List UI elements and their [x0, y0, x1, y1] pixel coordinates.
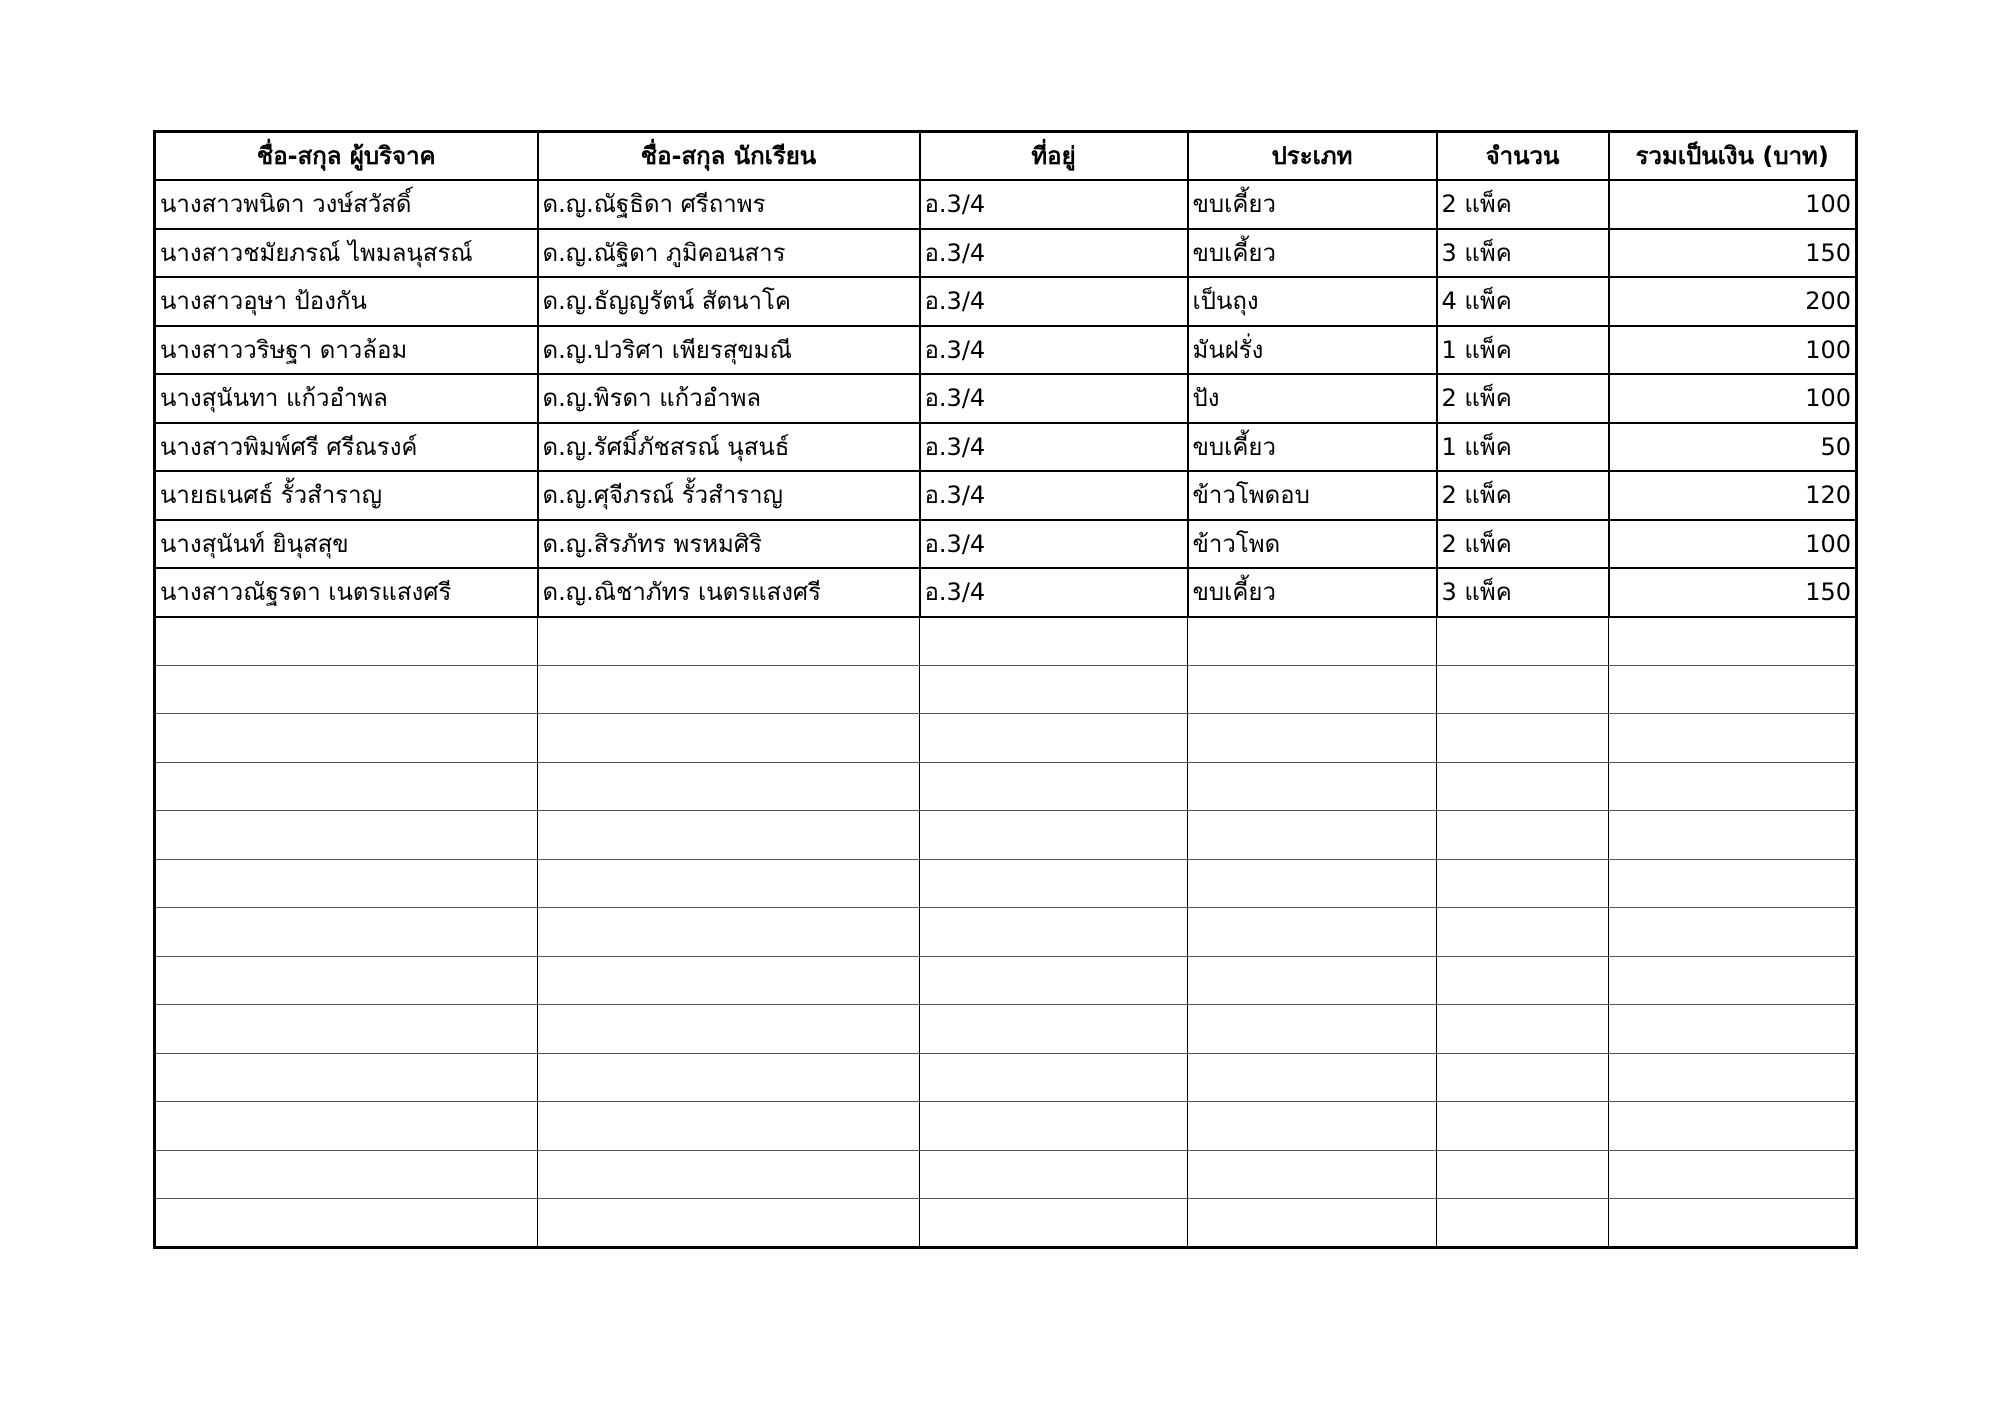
type-cell: ข้าวโพด: [1188, 520, 1437, 569]
empty-table-row: [155, 811, 1857, 860]
empty-table-row: [155, 859, 1857, 908]
empty-cell: [155, 908, 538, 957]
empty-cell: [1188, 956, 1437, 1005]
empty-cell: [920, 1005, 1188, 1054]
quantity-cell: 2 แพ็ค: [1437, 520, 1609, 569]
empty-cell: [920, 714, 1188, 763]
empty-cell: [1437, 1199, 1609, 1248]
empty-cell: [1437, 665, 1609, 714]
empty-cell: [1188, 1150, 1437, 1199]
header-donor-name: ชื่อ-สกุล ผู้บริจาค: [155, 132, 538, 181]
empty-cell: [920, 811, 1188, 860]
empty-cell: [1437, 1005, 1609, 1054]
empty-cell: [1609, 811, 1857, 860]
address-cell: อ.3/4: [920, 326, 1188, 375]
empty-cell: [538, 908, 920, 957]
donor-name-cell: นายธเนศธ์ รั้วสำราญ: [155, 471, 538, 520]
type-cell: มันฝรั่ง: [1188, 326, 1437, 375]
empty-table-row: [155, 1150, 1857, 1199]
donor-name-cell: นางสาวณัฐรดา เนตรแสงศรี: [155, 568, 538, 617]
empty-cell: [538, 1150, 920, 1199]
empty-cell: [1437, 908, 1609, 957]
address-cell: อ.3/4: [920, 520, 1188, 569]
empty-cell: [155, 1102, 538, 1151]
empty-cell: [1609, 617, 1857, 666]
empty-cell: [538, 714, 920, 763]
donor-name-cell: นางสุนันท์ ยินุสสุข: [155, 520, 538, 569]
header-address: ที่อยู่: [920, 132, 1188, 181]
type-cell: เป็นถุง: [1188, 277, 1437, 326]
empty-cell: [1437, 1102, 1609, 1151]
student-name-cell: ด.ญ.ปวริศา เพียรสุขมณี: [538, 326, 920, 375]
amount-cell: 100: [1609, 520, 1857, 569]
student-name-cell: ด.ญ.รัศมิ์ภัชสรณ์ นุสนธ์: [538, 423, 920, 472]
amount-cell: 100: [1609, 180, 1857, 229]
empty-cell: [920, 1150, 1188, 1199]
amount-cell: 200: [1609, 277, 1857, 326]
address-cell: อ.3/4: [920, 423, 1188, 472]
empty-cell: [538, 1005, 920, 1054]
empty-cell: [155, 665, 538, 714]
empty-table-row: [155, 714, 1857, 763]
empty-table-row: [155, 617, 1857, 666]
empty-table-row: [155, 665, 1857, 714]
empty-cell: [538, 1053, 920, 1102]
donor-name-cell: นางสาวอุษา ป้องกัน: [155, 277, 538, 326]
empty-cell: [538, 956, 920, 1005]
empty-cell: [1437, 956, 1609, 1005]
type-cell: ปัง: [1188, 374, 1437, 423]
empty-cell: [155, 956, 538, 1005]
quantity-cell: 2 แพ็ค: [1437, 471, 1609, 520]
empty-cell: [155, 762, 538, 811]
empty-cell: [1609, 1005, 1857, 1054]
amount-cell: 100: [1609, 374, 1857, 423]
donation-table: [153, 130, 1858, 1249]
student-name-cell: ด.ญ.ณัฐิดา ภูมิคอนสาร: [538, 229, 920, 278]
header-quantity: จำนวน: [1437, 132, 1609, 181]
header-student-name: ชื่อ-สกุล นักเรียน: [538, 132, 920, 181]
donor-name-cell: นางสาวชมัยภรณ์ ไพมลนุสรณ์: [155, 229, 538, 278]
student-name-cell: ด.ญ.ณัฐธิดา ศรีถาพร: [538, 180, 920, 229]
empty-cell: [1609, 1102, 1857, 1151]
header-row: [155, 132, 1857, 181]
address-cell: อ.3/4: [920, 229, 1188, 278]
empty-cell: [1609, 1053, 1857, 1102]
empty-cell: [920, 956, 1188, 1005]
address-cell: อ.3/4: [920, 277, 1188, 326]
empty-cell: [1609, 1199, 1857, 1248]
empty-cell: [920, 762, 1188, 811]
student-name-cell: ด.ญ.ธัญญรัตน์ สัตนาโค: [538, 277, 920, 326]
empty-cell: [155, 1150, 538, 1199]
table-row: [155, 471, 1857, 520]
header-type: ประเภท: [1188, 132, 1437, 181]
empty-cell: [155, 617, 538, 666]
empty-cell: [1609, 714, 1857, 763]
quantity-cell: 2 แพ็ค: [1437, 180, 1609, 229]
filled-rows: [155, 180, 1857, 617]
empty-cell: [1188, 1199, 1437, 1248]
donor-name-cell: นางสาวพิมพ์ศรี ศรีณรงค์: [155, 423, 538, 472]
empty-rows: [155, 617, 1857, 1248]
donation-sheet: [153, 130, 1855, 1249]
table-row: [155, 180, 1857, 229]
amount-cell: 100: [1609, 326, 1857, 375]
empty-cell: [1437, 1053, 1609, 1102]
empty-cell: [1609, 665, 1857, 714]
quantity-cell: 1 แพ็ค: [1437, 423, 1609, 472]
empty-cell: [1437, 617, 1609, 666]
quantity-cell: 3 แพ็ค: [1437, 568, 1609, 617]
empty-cell: [538, 665, 920, 714]
quantity-cell: 2 แพ็ค: [1437, 374, 1609, 423]
empty-cell: [920, 859, 1188, 908]
empty-cell: [155, 811, 538, 860]
donor-name-cell: นางสาวพนิดา วงษ์สวัสดิ์: [155, 180, 538, 229]
empty-cell: [920, 665, 1188, 714]
table-row: [155, 568, 1857, 617]
empty-cell: [920, 617, 1188, 666]
type-cell: ขบเคี้ยว: [1188, 180, 1437, 229]
empty-table-row: [155, 1199, 1857, 1248]
address-cell: อ.3/4: [920, 471, 1188, 520]
empty-cell: [1437, 859, 1609, 908]
header-total-amount: รวมเป็นเงิน (บาท): [1609, 132, 1857, 181]
empty-cell: [920, 1199, 1188, 1248]
quantity-cell: 1 แพ็ค: [1437, 326, 1609, 375]
student-name-cell: ด.ญ.ณิชาภัทร เนตรแสงศรี: [538, 568, 920, 617]
quantity-cell: 4 แพ็ค: [1437, 277, 1609, 326]
empty-cell: [920, 908, 1188, 957]
empty-cell: [1609, 1150, 1857, 1199]
amount-cell: 150: [1609, 229, 1857, 278]
empty-cell: [155, 859, 538, 908]
empty-cell: [1188, 1005, 1437, 1054]
empty-table-row: [155, 956, 1857, 1005]
type-cell: ขบเคี้ยว: [1188, 229, 1437, 278]
student-name-cell: ด.ญ.สิรภัทร พรหมศิริ: [538, 520, 920, 569]
amount-cell: 150: [1609, 568, 1857, 617]
table-row: [155, 326, 1857, 375]
address-cell: อ.3/4: [920, 568, 1188, 617]
empty-cell: [538, 859, 920, 908]
address-cell: อ.3/4: [920, 180, 1188, 229]
table-row: [155, 229, 1857, 278]
amount-cell: 120: [1609, 471, 1857, 520]
table-row: [155, 277, 1857, 326]
empty-cell: [1188, 859, 1437, 908]
empty-cell: [1188, 811, 1437, 860]
type-cell: ขบเคี้ยว: [1188, 423, 1437, 472]
empty-cell: [155, 1053, 538, 1102]
empty-table-row: [155, 1053, 1857, 1102]
empty-cell: [155, 1005, 538, 1054]
empty-table-row: [155, 762, 1857, 811]
empty-cell: [538, 617, 920, 666]
empty-table-row: [155, 1005, 1857, 1054]
table-row: [155, 520, 1857, 569]
empty-cell: [920, 1053, 1188, 1102]
empty-cell: [1188, 665, 1437, 714]
table-row: [155, 374, 1857, 423]
empty-cell: [1609, 762, 1857, 811]
empty-cell: [1437, 714, 1609, 763]
address-cell: อ.3/4: [920, 374, 1188, 423]
empty-cell: [920, 1102, 1188, 1151]
empty-cell: [155, 714, 538, 763]
empty-cell: [1188, 762, 1437, 811]
empty-cell: [155, 1199, 538, 1248]
empty-table-row: [155, 1102, 1857, 1151]
empty-cell: [1609, 956, 1857, 1005]
quantity-cell: 3 แพ็ค: [1437, 229, 1609, 278]
type-cell: ข้าวโพดอบ: [1188, 471, 1437, 520]
type-cell: ขบเคี้ยว: [1188, 568, 1437, 617]
amount-cell: 50: [1609, 423, 1857, 472]
empty-cell: [538, 762, 920, 811]
empty-cell: [538, 1199, 920, 1248]
empty-cell: [1609, 859, 1857, 908]
empty-cell: [1188, 1053, 1437, 1102]
student-name-cell: ด.ญ.ศุจีภรณ์ รั้วสำราญ: [538, 471, 920, 520]
donor-name-cell: นางสุนันทา แก้วอำพล: [155, 374, 538, 423]
empty-cell: [1437, 762, 1609, 811]
table-row: [155, 423, 1857, 472]
donor-name-cell: นางสาววริษฐา ดาวล้อม: [155, 326, 538, 375]
student-name-cell: ด.ญ.พิรดา แก้วอำพล: [538, 374, 920, 423]
empty-cell: [1437, 811, 1609, 860]
empty-table-row: [155, 908, 1857, 957]
empty-cell: [538, 1102, 920, 1151]
empty-cell: [1188, 908, 1437, 957]
empty-cell: [1188, 714, 1437, 763]
empty-cell: [1437, 1150, 1609, 1199]
empty-cell: [1188, 617, 1437, 666]
empty-cell: [1188, 1102, 1437, 1151]
empty-cell: [538, 811, 920, 860]
empty-cell: [1609, 908, 1857, 957]
